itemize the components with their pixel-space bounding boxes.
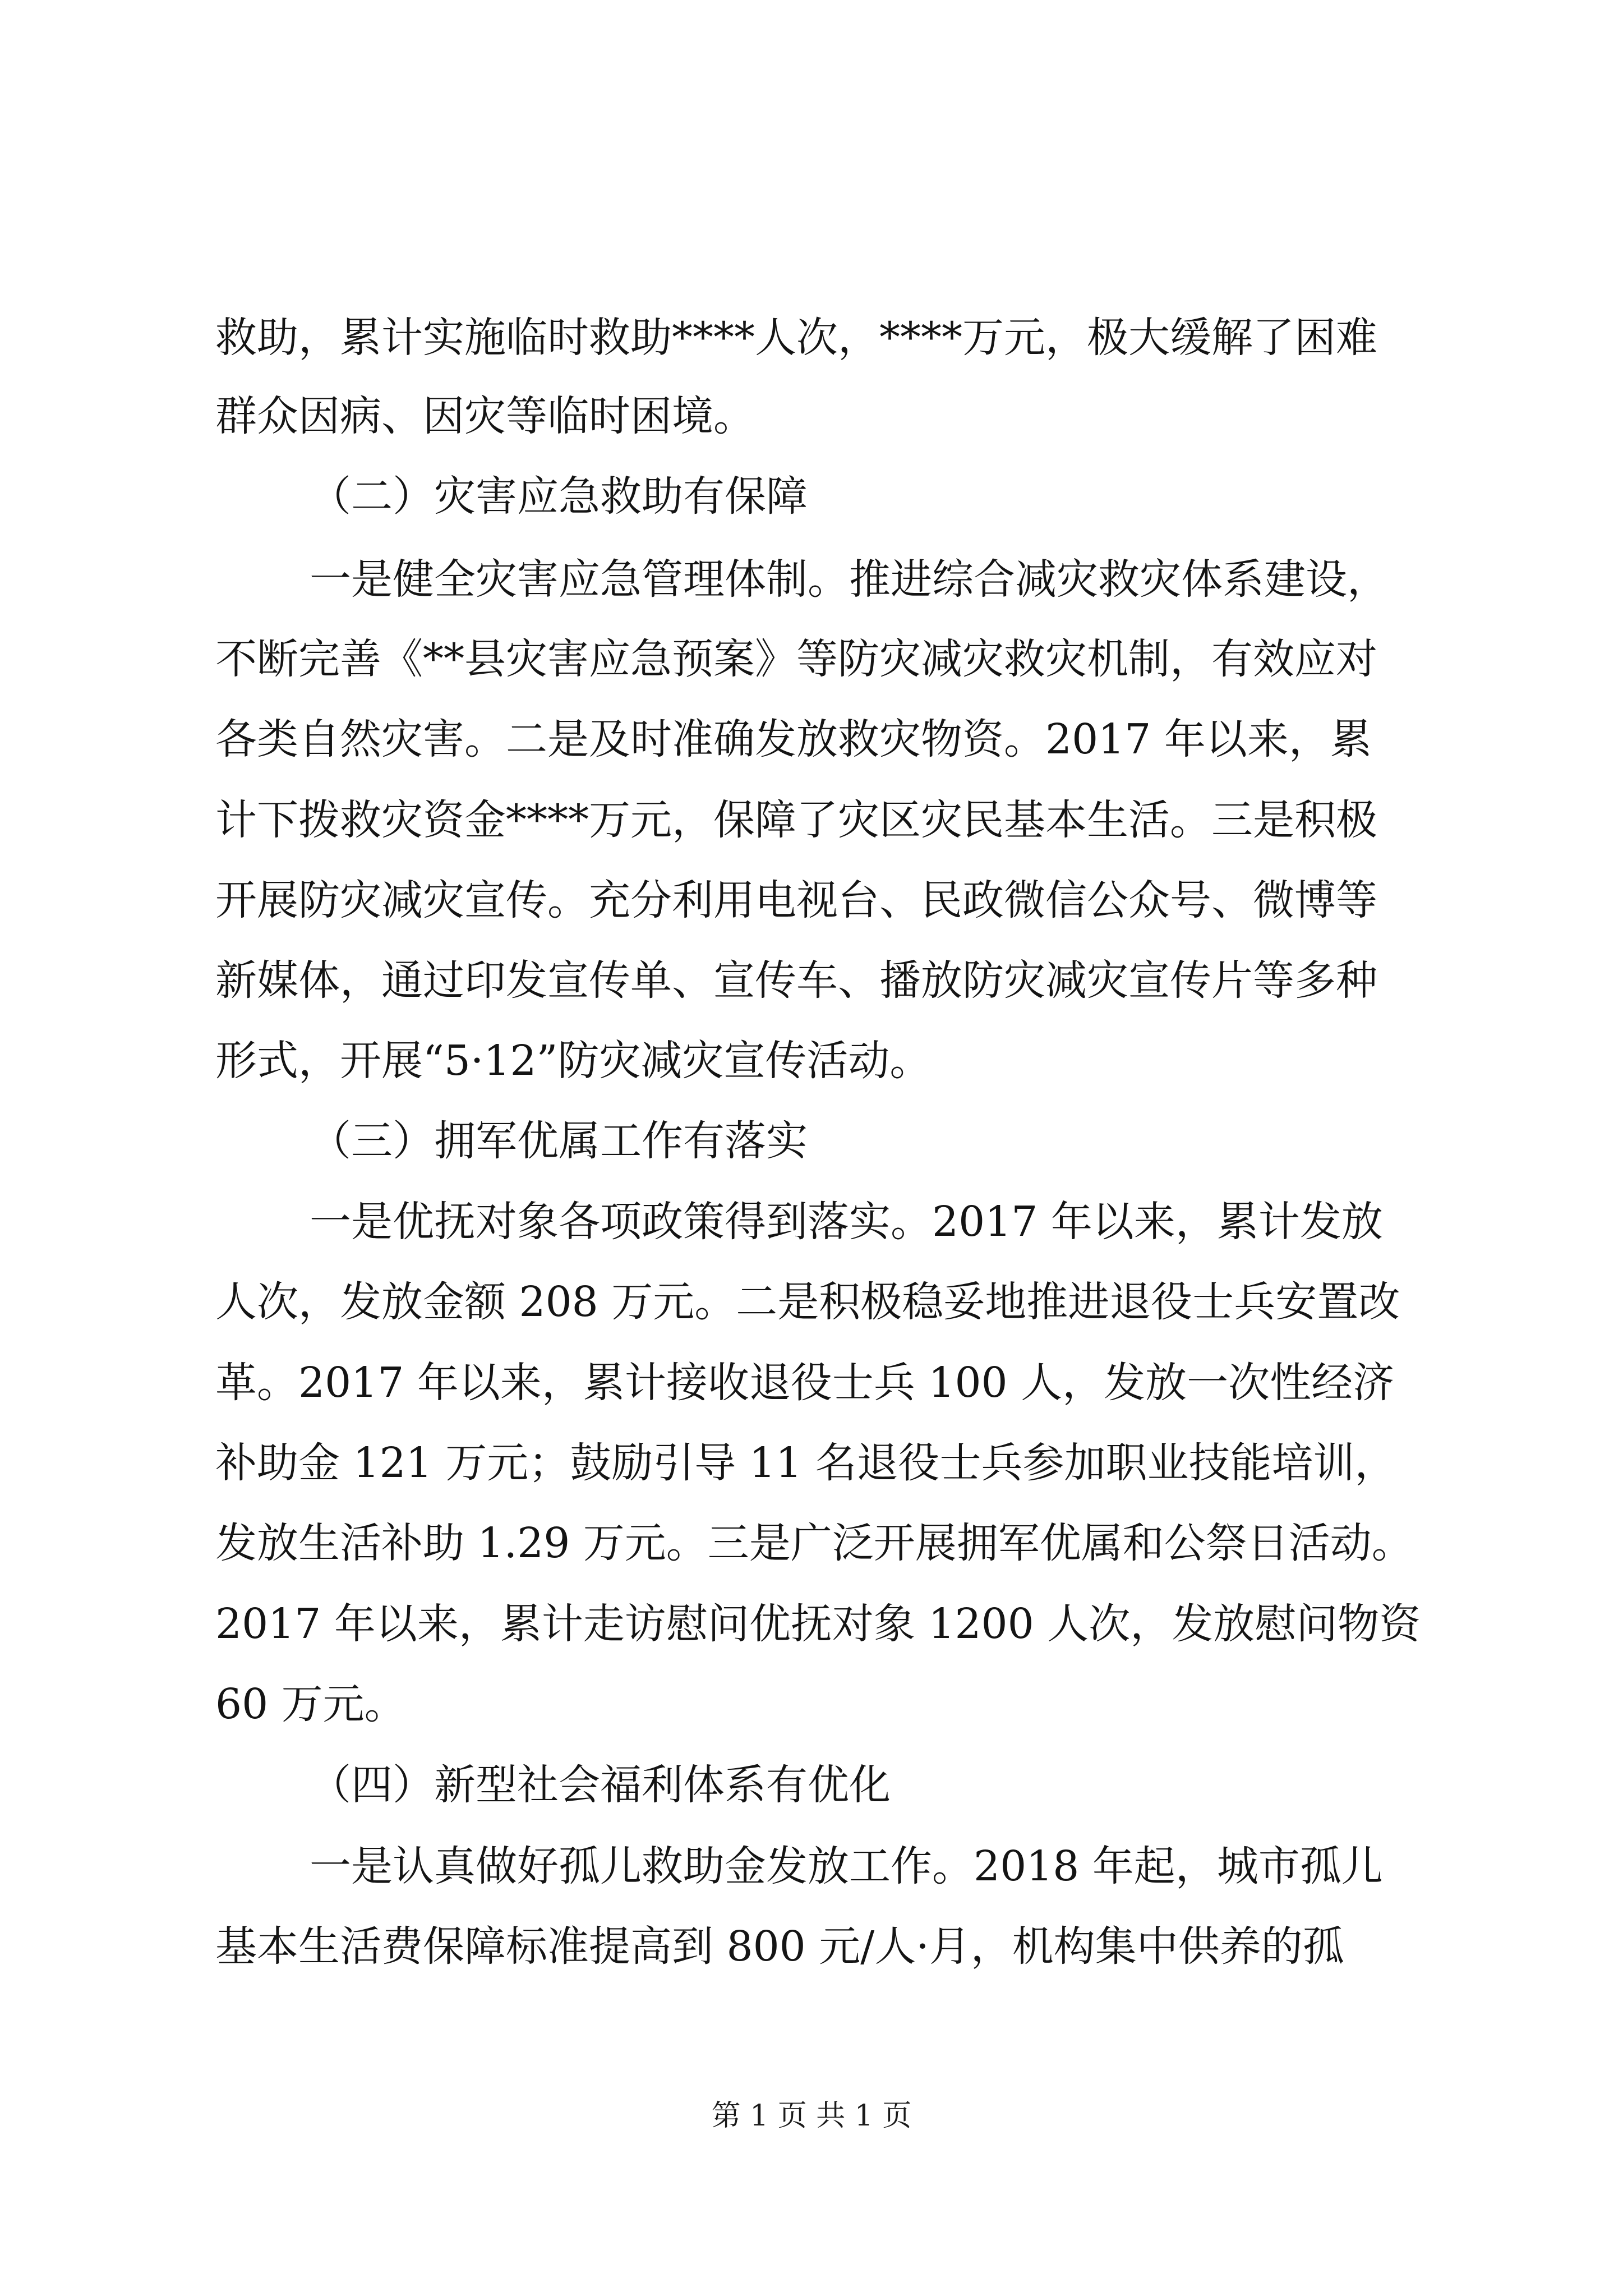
page-footer: 第 1 页 共 1 页 — [711, 2099, 912, 2133]
body-line: 开展防灾减灾宣传。充分利用电视台、民政微信公众号、微博等 — [215, 876, 1377, 924]
section-heading-3: （三）拥军优属工作有落实 — [310, 1117, 808, 1165]
body-line: 群众因病、因灾等临时困境。 — [215, 392, 755, 440]
body-line: 一是认真做好孤儿救助金发放工作。2018 年起，城市孤儿 — [310, 1842, 1383, 1890]
body-line: 形式，开展“5·12”防灾减灾宣传活动。 — [215, 1037, 932, 1085]
body-line: 革。2017 年以来，累计接收退役士兵 100 人，发放一次性经济 — [215, 1359, 1395, 1407]
body-line: 发放生活补助 1.29 万元。三是广泛开展拥军优属和公祭日活动。 — [215, 1519, 1413, 1567]
body-line: 60 万元。 — [215, 1680, 406, 1728]
body-line: 基本生活费保障标准提高到 800 元/人·月，机构集中供养的孤 — [215, 1922, 1344, 1971]
body-line: 2017 年以来，累计走访慰问优抚对象 1200 人次，发放慰问物资 — [215, 1600, 1421, 1648]
body-line: 救助，累计实施临时救助****人次，****万元，极大缓解了困难 — [215, 314, 1377, 362]
body-line: 一是优抚对象各项政策得到落实。2017 年以来，累计发放 — [310, 1198, 1383, 1246]
section-heading-2: （二）灾害应急救助有保障 — [310, 472, 808, 521]
body-line: 一是健全灾害应急管理体制。推进综合减灾救灾体系建设， — [310, 555, 1389, 604]
body-line: 不断完善《**县灾害应急预案》等防灾减灾救灾机制，有效应对 — [215, 635, 1377, 683]
body-line: 新媒体，通过印发宣传单、宣传车、播放防灾减灾宣传片等多种 — [215, 956, 1377, 1005]
body-line: 人次，发放金额 208 万元。二是积极稳妥地推进退役士兵安置改 — [215, 1278, 1400, 1326]
body-line: 补助金 121 万元；鼓励引导 11 名退役士兵参加职业技能培训， — [215, 1439, 1396, 1487]
section-heading-4: （四）新型社会福利体系有优化 — [310, 1761, 891, 1809]
body-line: 计下拨救灾资金****万元，保障了灾区灾民基本生活。三是积极 — [215, 796, 1377, 844]
body-line: 各类自然灾害。二是及时准确发放救灾物资。2017 年以来，累 — [215, 715, 1372, 763]
